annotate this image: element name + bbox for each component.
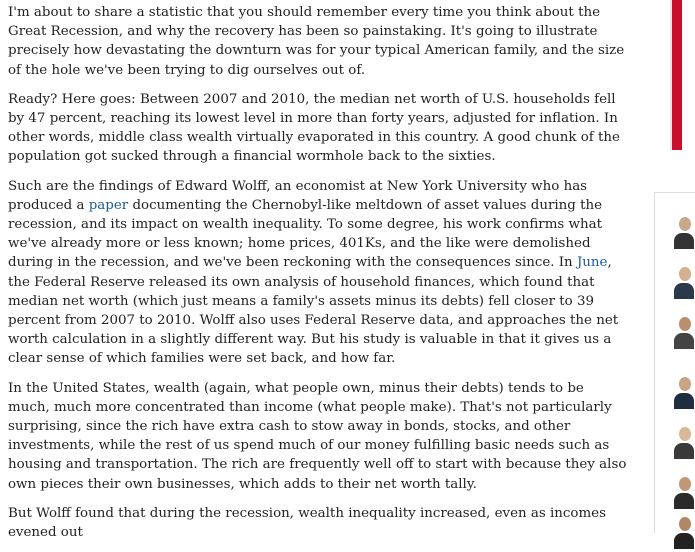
torso-shape	[674, 533, 694, 549]
article-link-june[interactable]: June	[576, 255, 608, 271]
author-thumbnail-icon[interactable]	[673, 263, 687, 297]
article-paragraph	[8, 177, 628, 369]
article-paragraph	[8, 379, 628, 494]
torso-shape	[674, 443, 694, 459]
article-link-paper[interactable]: paper	[88, 197, 129, 213]
article-paragraph	[8, 504, 628, 542]
author-thumbnail-icon[interactable]	[673, 423, 687, 457]
head-shape	[679, 317, 691, 331]
ad-banner[interactable]	[672, 0, 682, 150]
article-text: I'm about to share a statistic that you should remember every time you think about the Great Recession, and why the recovery has been so painstaking. It's going to illustrate precisely how devastating the downturn was for your typical American family, and the size of the hole we've been trying to dig ourselves out of.	[8, 5, 625, 78]
article-body	[8, 3, 628, 552]
article-text: documenting the Chernobyl-like meltdown of asset values during the recession, and its impact on wealth inequality. To some degree, his work confirms what we've already more or less known; home prices, 401Ks, and the like were demolished during in the recession, and we've been reckoning with the consequences since. In	[8, 197, 603, 271]
article-text: In the United States, wealth (again, what people own, minus their debts) tends to be much, much more concentrated than income (what people make). That's not particularly surprising, since the rich have extra cash to stow away in bonds, stocks, and other investments, while the rest of us spend much of our money fulfilling basic needs such as housing and transportation. The rich are frequently well off to start with because they also own pieces their own businesses, which adds to their net worth tally.	[8, 380, 627, 492]
author-list-box	[654, 192, 695, 533]
article-text: , the Federal Reserve released its own analysis of household finances, which found that median net worth (which just means a family's assets minus its debts) fell closer to 39 percent from 2007 to 2010. Wolff also uses Federal Reserve data, and approaches the net worth calculation in a slightly different way. But his study is valuable in that it gives us a clear sense of which families were set back, and how far.	[8, 255, 619, 367]
author-thumbnail-icon[interactable]	[673, 213, 687, 247]
article-paragraph	[8, 3, 628, 80]
torso-shape	[674, 493, 694, 509]
head-shape	[679, 517, 691, 531]
article-text: But Wolff found that during the recession, wealth inequality increased, even as incomes evened out	[8, 505, 606, 541]
author-thumbnail-icon[interactable]	[673, 473, 687, 507]
head-shape	[679, 377, 691, 391]
head-shape	[679, 477, 691, 491]
article-text: Ready? Here goes: Between 2007 and 2010, the median net worth of U.S. households fell by 47 percent, reaching its lowest level in more than forty years, adjusted for inflation. In other words, middle class wealth virtually evaporated in this country. A good chunk of the population got sucked through a financial wormhole back to the sixties.	[8, 91, 620, 165]
torso-shape	[674, 333, 694, 349]
head-shape	[679, 217, 691, 231]
author-thumbnail-icon[interactable]	[673, 373, 687, 407]
torso-shape	[674, 283, 694, 299]
right-sidebar	[650, 0, 682, 519]
author-thumbnail-icon[interactable]	[673, 313, 687, 347]
author-thumbnail-icon[interactable]	[673, 513, 687, 547]
torso-shape	[674, 393, 694, 409]
article-text: Such are the findings of Edward Wolff, an economist at New York University who has produced a	[8, 178, 588, 213]
article-paragraph	[8, 90, 628, 167]
head-shape	[679, 267, 691, 281]
torso-shape	[674, 233, 694, 249]
head-shape	[679, 427, 691, 441]
